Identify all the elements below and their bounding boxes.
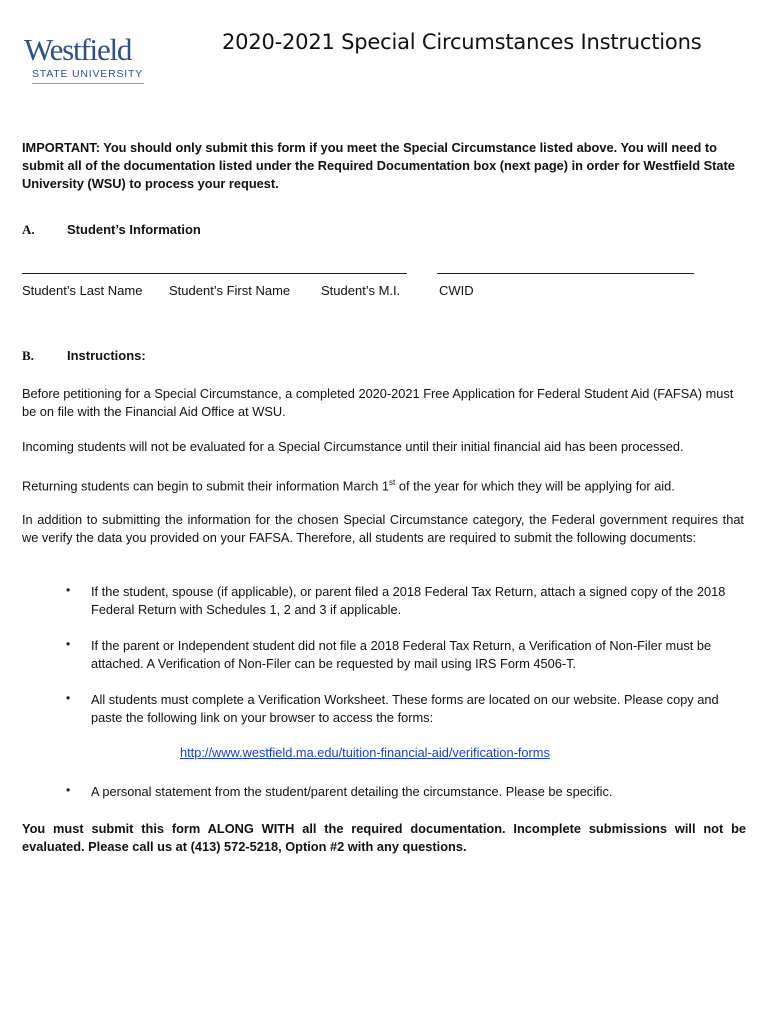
incoming-students-paragraph: Incoming students will not be evaluated for a Special Circumstance until their initial financial aid has been processed. xyxy=(22,439,684,454)
returning-text-end: of the year for which they will be applying for aid. xyxy=(395,478,675,494)
cwid-label: CWID xyxy=(439,283,474,298)
student-name-field[interactable] xyxy=(22,273,407,274)
verification-forms-link[interactable]: http://www.westfield.ma.edu/tuition-financial-aid/verification-forms xyxy=(180,745,550,760)
bullet-icon: • xyxy=(66,691,71,705)
section-b-title: Instructions: xyxy=(67,348,146,363)
returning-text-start: Returning students can begin to submit their information March 1 xyxy=(22,478,390,494)
logo-subtitle: STATE UNIVERSITY xyxy=(32,68,144,80)
fafsa-requirement-paragraph: Before petitioning for a Special Circumstance, a completed 2020-2021 Free Application for Federal Student Aid (FAFSA) must be on file with the Financial Aid Office at WSU. xyxy=(22,386,734,419)
logo-wordmark: Westfield xyxy=(24,32,132,67)
ordinal-suffix: st xyxy=(389,478,396,487)
bullet-icon: • xyxy=(66,583,71,597)
cwid-field[interactable] xyxy=(437,273,694,274)
first-name-label: Student’s First Name xyxy=(169,283,291,298)
page-title: 2020-2021 Special Circumstances Instructions xyxy=(222,30,702,54)
university-logo xyxy=(24,34,154,84)
logo-underline xyxy=(32,83,144,84)
last-name-label: Student’s Last Name xyxy=(22,283,143,298)
section-b-letter: B. xyxy=(22,348,34,363)
bullet-personal-statement: A personal statement from the student/parent detailing the circumstance. Please be specific. xyxy=(91,784,613,799)
returning-students-paragraph xyxy=(22,474,744,495)
bullet-verification-worksheet: All students must complete a Verification Worksheet. These forms are located on our website. Please copy and paste the following link on your browser to access the forms: xyxy=(91,692,719,725)
bullet-non-filer: If the parent or Independent student did not file a 2018 Federal Tax Return, a Verification of Non-Filer must be attached. A Verification of Non-Filer can be requested by mail using IRS Form 4506-T. xyxy=(91,638,712,671)
bullet-icon: • xyxy=(66,637,71,651)
section-a-title: Student’s Information xyxy=(67,222,201,237)
verification-paragraph: In addition to submitting the information for the chosen Special Circumstance category, the Federal government requires that we verify the data you provided on your FAFSA. Therefore, all students are required to submit the following documents: xyxy=(22,512,744,545)
middle-initial-label: Student’s M.I. xyxy=(321,283,401,298)
section-a-letter: A. xyxy=(22,222,35,237)
closing-notice: You must submit this form ALONG WITH all the required documentation. Incomplete submissions will not be evaluated. Please call us at (413) 572-5218, Option #2 with any questions. xyxy=(22,821,746,854)
bullet-icon: • xyxy=(66,783,71,797)
important-notice: IMPORTANT: You should only submit this form if you meet the Special Circumstance listed above. You will need to submit all of the documentation listed under the Required Documentation box (next page) in order for Westfield State University (WSU) to process your request. xyxy=(22,140,735,191)
bullet-tax-return: If the student, spouse (if applicable), or parent filed a 2018 Federal Tax Return, attach a signed copy of the 2018 Federal Return with Schedules 1, 2 and 3 if applicable. xyxy=(91,584,726,617)
